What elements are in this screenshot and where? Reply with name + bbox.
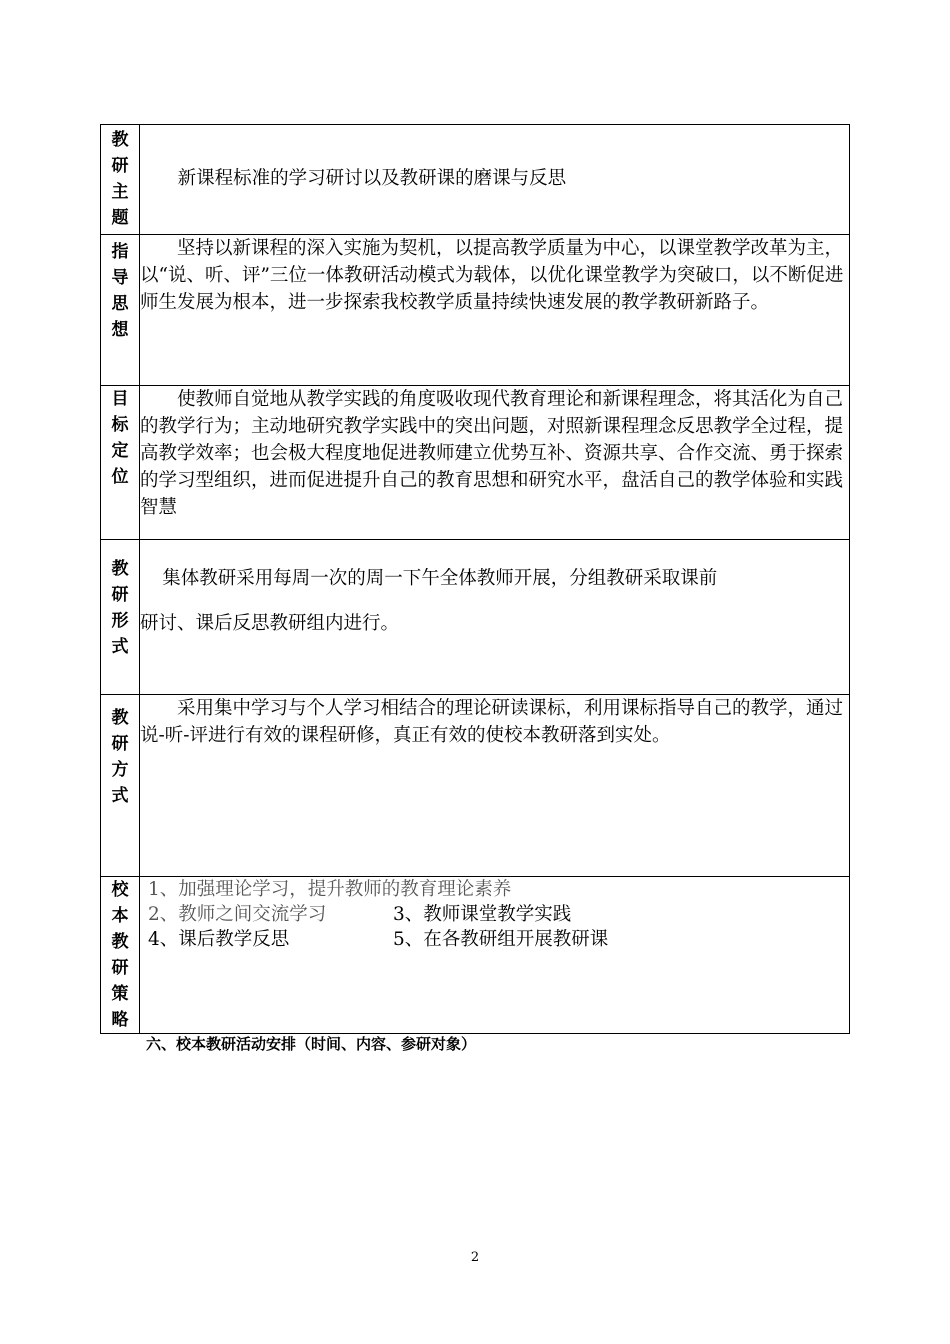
theme-text: 新课程标准的学习研讨以及教研课的磨课与反思 — [177, 168, 567, 189]
goal-content — [140, 386, 850, 540]
row-label-goal — [101, 386, 140, 540]
row-research-method — [101, 695, 850, 877]
label-char: 研 — [111, 734, 129, 754]
label-char: 标 — [111, 415, 129, 435]
goal-text: 使教师自觉地从教学实践的角度吸收现代教育理论和新课程理念，将其活化为自己的教学行为；主动地研究教学实践中的突出问题，对照新课程理念反思教学全过程，提高教学效率；也会极大程度地促进教师建立优势互补、资源共享、合作交流、勇于探索的学习型组织，进而促进提升自己的教育思想和研究水平，盘活自己的教学体验和实践智慧 — [140, 389, 844, 518]
label-char: 本 — [111, 906, 129, 926]
label-char: 位 — [111, 467, 129, 487]
row-goal — [101, 386, 850, 540]
strategy-item-5: 5、在各教研组开展教研课 — [393, 929, 609, 950]
research-method-text: 采用集中学习与个人学习相结合的理论研读课标，利用课标指导自己的教学，通过说-听-评进行有效的课程研修，真正有效的使校本教研落到实处。 — [140, 698, 844, 746]
label-char: 校 — [111, 880, 129, 900]
page-number: 2 — [470, 1250, 480, 1265]
label-char: 主 — [111, 182, 129, 202]
label-char: 想 — [111, 320, 129, 340]
teaching-research-plan-table — [100, 124, 850, 1034]
guiding-thought-content — [140, 235, 850, 386]
label-char: 目 — [111, 389, 129, 409]
row-strategy — [101, 877, 850, 1034]
row-label-theme — [101, 125, 140, 235]
row-research-form — [101, 540, 850, 695]
row-label-guiding-thought — [101, 235, 140, 386]
label-char: 式 — [111, 786, 129, 806]
row-guiding-thought — [101, 235, 850, 386]
research-method-content — [140, 695, 850, 877]
strategy-row-2 — [148, 902, 849, 927]
row-theme — [101, 125, 850, 235]
label-char: 教 — [111, 130, 129, 150]
label-char: 教 — [111, 932, 129, 952]
label-char: 研 — [111, 585, 129, 605]
label-char: 教 — [111, 559, 129, 579]
label-char: 题 — [111, 208, 129, 228]
label-char: 研 — [111, 958, 129, 978]
label-char: 形 — [111, 611, 129, 631]
guiding-thought-text: 坚持以新课程的深入实施为契机，以提高教学质量为中心，以课堂教学改革为主，以“说、听、评”三位一体教研活动模式为载体，以优化课堂教学为突破口，以不断促进师生发展为根本，进一步探索我校教学质量持续快速发展的教学教研新路子。 — [140, 238, 844, 313]
label-char: 研 — [111, 156, 129, 176]
row-label-research-form — [101, 540, 140, 695]
row-label-research-method — [101, 695, 140, 877]
label-char: 定 — [111, 441, 129, 461]
strategy-item-4: 4、课后教学反思 — [148, 929, 290, 950]
label-char: 导 — [111, 268, 129, 288]
strategy-row-3 — [148, 927, 849, 952]
label-char: 方 — [111, 760, 129, 780]
strategy-item-1: 1、加强理论学习，提升教师的教育理论素养 — [148, 879, 512, 900]
research-form-line-2: 研讨、课后反思教研组内进行。 — [140, 613, 400, 634]
row-label-strategy — [101, 877, 140, 1034]
strategy-content — [140, 877, 850, 1034]
strategy-item-3: 3、教师课堂教学实践 — [393, 904, 572, 925]
label-char: 策 — [111, 984, 129, 1004]
label-char: 式 — [111, 637, 129, 657]
label-char: 教 — [111, 708, 129, 728]
strategy-item-2: 2、教师之间交流学习 — [148, 904, 327, 925]
label-char: 思 — [111, 294, 129, 314]
research-form-content — [140, 540, 850, 695]
label-char: 略 — [111, 1010, 129, 1030]
research-form-line-1: 集体教研采用每周一次的周一下午全体教师开展，分组教研采取课前 — [162, 568, 718, 589]
label-char: 指 — [111, 242, 129, 262]
section-heading: 六、校本教研活动安排（时间、内容、参研对象） — [146, 1035, 477, 1053]
theme-content — [140, 125, 850, 235]
